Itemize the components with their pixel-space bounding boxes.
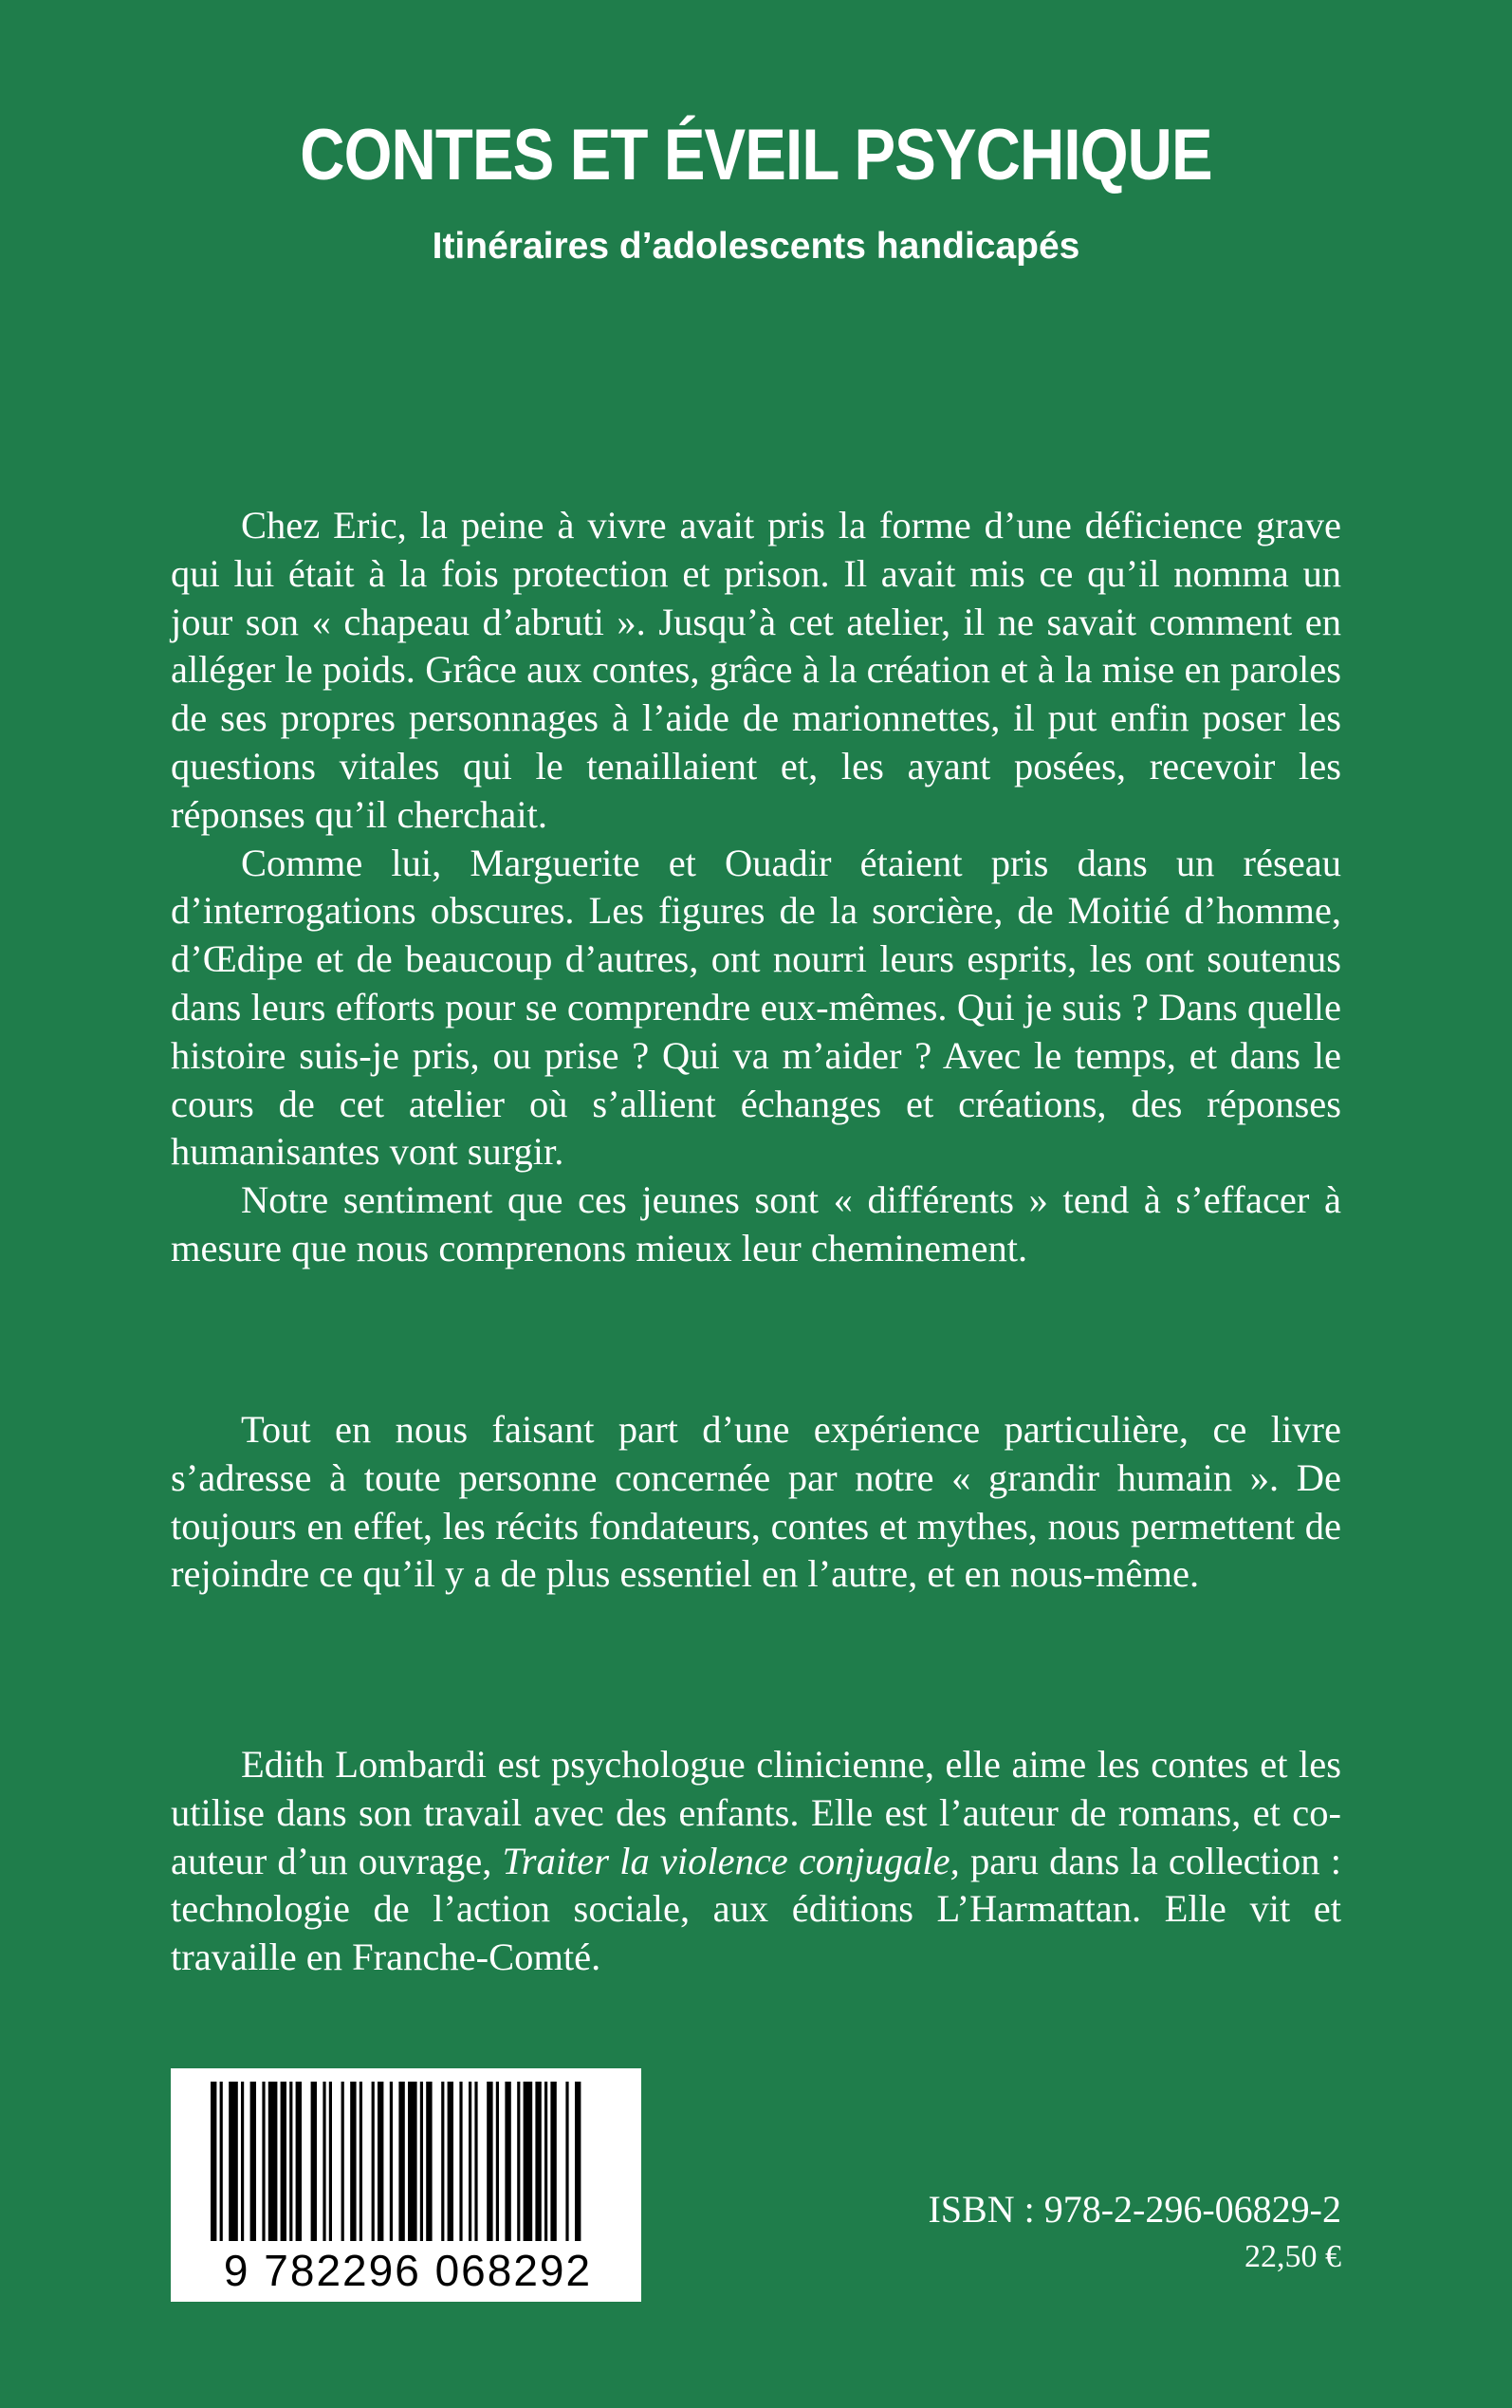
isbn-barcode — [171, 2068, 641, 2302]
barcode-bar — [341, 2082, 344, 2241]
author-bio-start: Edith Lombardi est psychologue clinicienne, elle aime les contes et les utilise dans son travail avec des enfants. Elle est l’auteur de romans, et co-auteur d’un ouvrage, — [171, 1743, 1341, 1882]
price: 22,50 € — [1245, 2239, 1341, 2274]
barcode-bar — [408, 2082, 417, 2241]
barcode-bar — [281, 2082, 286, 2241]
barcode-bar — [262, 2082, 265, 2241]
barcode-bar — [459, 2082, 462, 2241]
barcode-bar — [296, 2082, 302, 2241]
barcode-bar — [229, 2082, 238, 2241]
cited-book-title: Traiter la violence conjugale, — [502, 1839, 960, 1882]
barcode-bar — [469, 2082, 471, 2241]
barcode-bar — [575, 2082, 581, 2241]
barcode-bar — [517, 2082, 520, 2241]
barcode-bar — [378, 2082, 383, 2241]
barcode-bar — [241, 2082, 244, 2241]
barcode-bar — [544, 2082, 547, 2241]
barcode-bar — [311, 2082, 317, 2241]
author-paragraph — [171, 1741, 1341, 1982]
barcode-bar — [474, 2082, 477, 2241]
barcode-bar — [524, 2082, 533, 2241]
barcode-bar — [350, 2082, 356, 2241]
barcode-bar — [496, 2082, 499, 2241]
barcode-bar — [268, 2082, 278, 2241]
barcode-bar — [329, 2082, 332, 2241]
summary-paragraph-1: Chez Eric, la peine à vivre avait pris la forme d’une déficience grave qui lui était à la fois protection et prison. Il avait mis ce qu’il nomma un jour son « chapeau d’abruti ». Jusqu’à cet atelier, il ne savait comment en alléger le poids. Grâce aux contes, grâce à la création et à la mise en paroles de ses propres personnages à l’aide de marionnettes, il put enfin poser les questions vitales qui le tenaillaient et, les ayant posées, recevoir les réponses qu’il cherchait. — [171, 504, 1341, 836]
barcode-bar — [323, 2082, 325, 2241]
barcode-bar — [448, 2082, 453, 2241]
barcode-bar — [487, 2082, 492, 2241]
barcode-bar — [565, 2082, 568, 2241]
barcode-bar — [220, 2082, 223, 2241]
barcode-bar — [426, 2082, 432, 2241]
purpose-text — [171, 1406, 1341, 1599]
summary-text — [171, 502, 1341, 1273]
barcode-bar — [211, 2082, 216, 2241]
barcode-bar — [289, 2082, 292, 2241]
barcode-bar — [550, 2082, 556, 2241]
barcode-bar — [505, 2082, 510, 2241]
barcode-digits: 9 782296 068292 — [223, 2246, 593, 2295]
book-title: CONTES ET ÉVEIL PSYCHIQUE — [300, 115, 1212, 195]
author-bio — [171, 1741, 1341, 1982]
purpose-paragraph: Tout en nous faisant part d’une expérience particulière, ce livre s’adresse à toute personne concernée par notre « grandir humain ». De toujours en effet, les récits fondateurs, contes et mythes, nous permettent de rejoindre ce qu’il y a de plus essentiel en l’autre, et en nous-même. — [171, 1408, 1341, 1596]
barcode-bar — [535, 2082, 541, 2241]
summary-paragraph-3: Notre sentiment que ces jeunes sont « différents » tend à s’effacer à mesure que nous comprenons mieux leur cheminement. — [171, 1178, 1341, 1269]
barcode-bar — [250, 2082, 256, 2241]
barcode-bar — [360, 2082, 362, 2241]
barcode-bar — [398, 2082, 404, 2241]
author-bio-end: paru dans la collection : technologie de l’action sociale, aux éditions L’Harmattan. Elle vit et travaille en Franche-Comté. — [171, 1839, 1341, 1979]
barcode-bar — [372, 2082, 375, 2241]
isbn-number: ISBN : 978-2-296-06829-2 — [928, 2188, 1341, 2231]
summary-paragraph-2: Comme lui, Marguerite et Ouadir étaient pris dans un réseau d’interrogations obscures. Les figures de la sorcière, de Moitié d’homme, d’Œdipe et de beaucoup d’autres, ont nourri leurs esprits, les ont soutenus dans leurs efforts pour se comprendre eux-mêmes. Qui je suis ? Dans quelle histoire suis-je pris, ou prise ? Qui va m’aider ? Avec le temps, et dans le cours de cet atelier où s’allient échanges et créations, des réponses humanisantes vont surgir. — [171, 841, 1341, 1174]
barcode-bar — [420, 2082, 423, 2241]
barcode-bar — [390, 2082, 393, 2241]
book-subtitle: Itinéraires d’adolescents handicapés — [432, 226, 1080, 267]
barcode-bar — [441, 2082, 444, 2241]
